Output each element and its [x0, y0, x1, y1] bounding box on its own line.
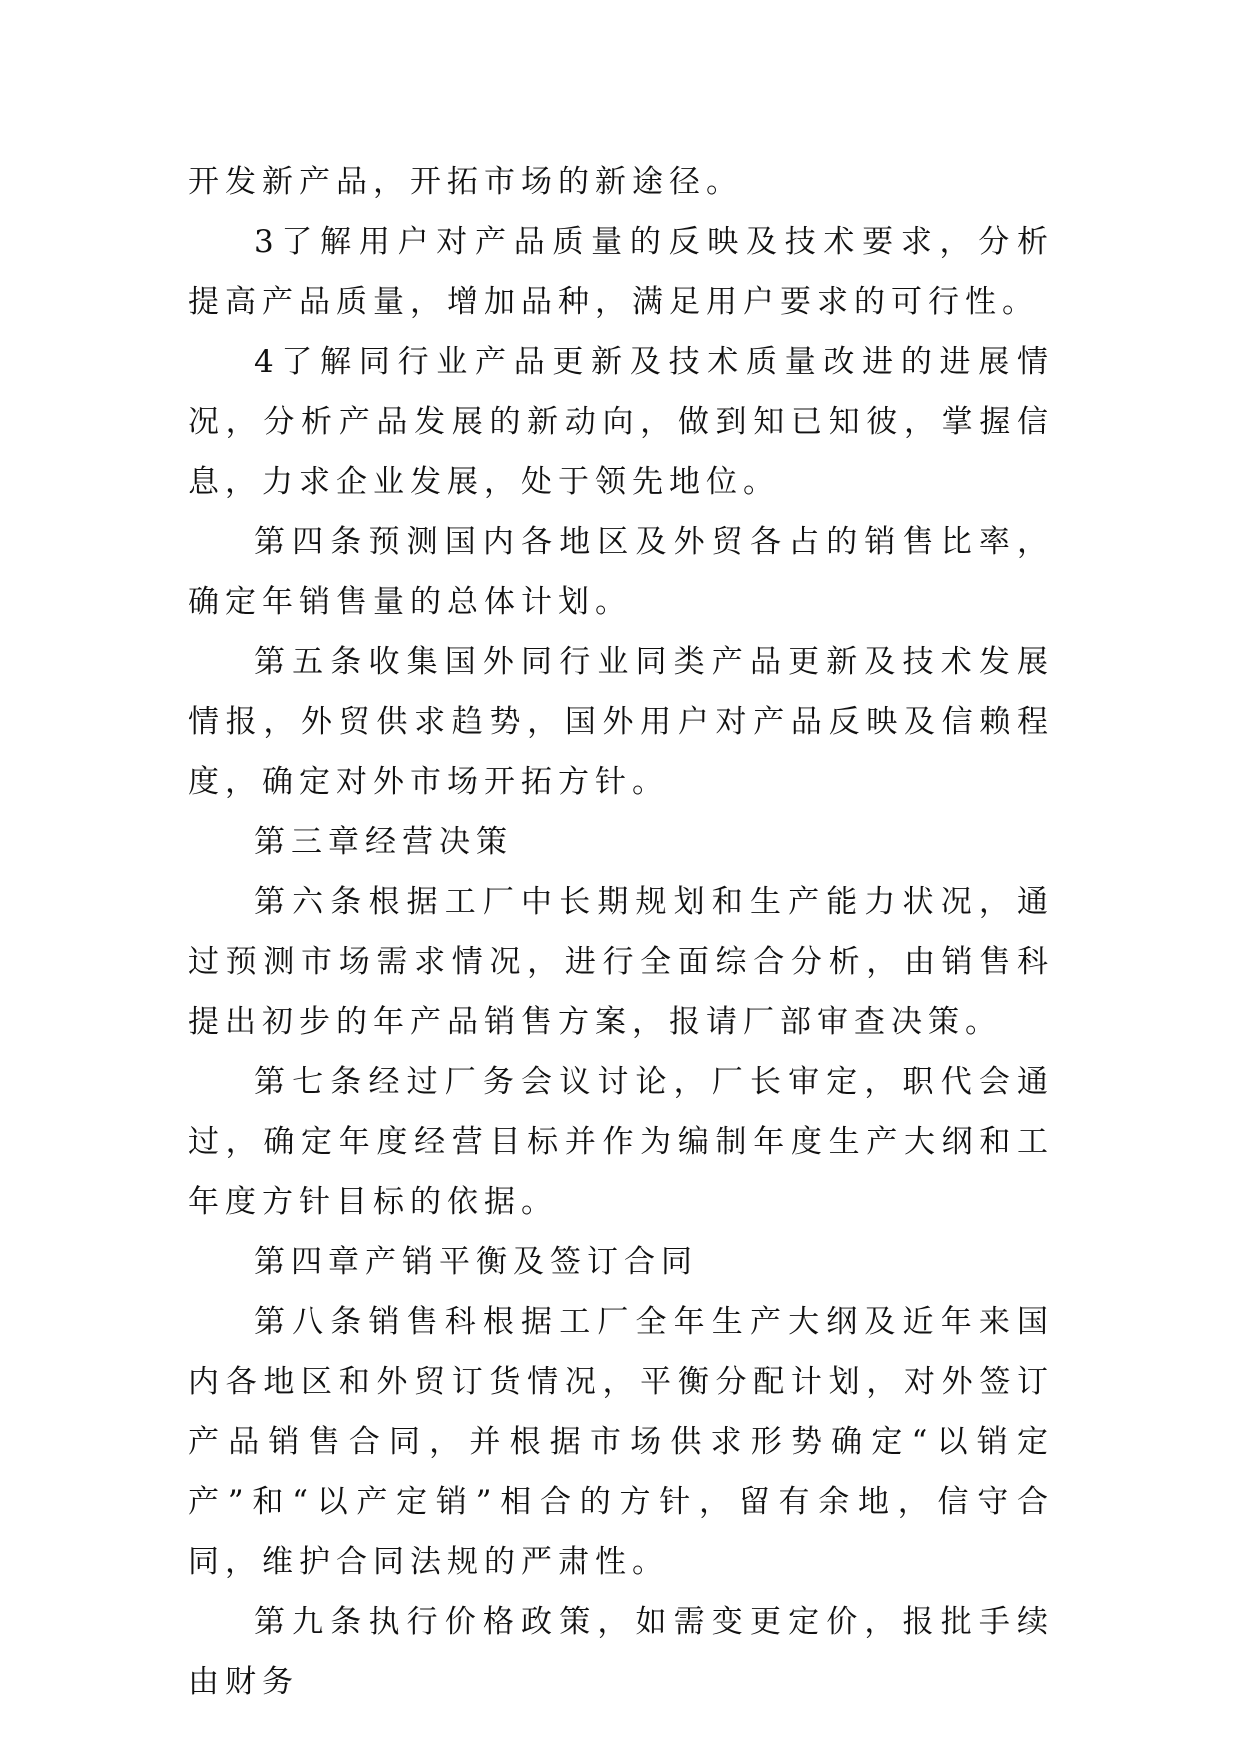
paragraph-article-9: 第九条执行价格政策，如需变更定价，报批手续由财务 [188, 1604, 1054, 1700]
paragraph-article-5: 第五条收集国外同行业同类产品更新及技术发展情报，外贸供求趋势，国外用户对产品反映及信赖程度，确定对外市场开拓方针。 [188, 644, 1054, 800]
paragraph-article-7: 第七条经过厂务会议讨论，厂长审定，职代会通过，确定年度经营目标并作为编制年度生产大纲和工年度方针目标的依据。 [188, 1064, 1054, 1220]
chapter-3-heading: 第三章经营决策 [254, 824, 513, 860]
paragraph-article-8: 第八条销售科根据工厂全年生产大纲及近年来国内各地区和外贸订货情况，平衡分配计划，对外签订产品销售合同，并根据市场供求形势确定“以销定产”和“以产定销”相合的方针，留有余地，信守合同，维护合同法规的严肃性。 [188, 1304, 1054, 1580]
paragraph-article-4: 第四条预测国内各地区及外贸各占的销售比率，确定年销售量的总体计划。 [188, 524, 1054, 620]
paragraph-item-3-user-feedback: 3了解用户对产品质量的反映及技术要求，分析提高产品质量，增加品种，满足用户要求的可行性。 [188, 224, 1054, 320]
paragraph-article-6: 第六条根据工厂中长期规划和生产能力状况，通过预测市场需求情况，进行全面综合分析，由销售科提出初步的年产品销售方案，报请厂部审查决策。 [188, 884, 1054, 1040]
paragraph-item-4-industry-trends: 4了解同行业产品更新及技术质量改进的进展情况，分析产品发展的新动向，做到知已知彼，掌握信息，力求企业发展，处于领先地位。 [188, 344, 1054, 500]
paragraph-new-products: 开发新产品，开拓市场的新途径。 [188, 164, 743, 200]
chapter-4-heading: 第四章产销平衡及签订合同 [254, 1244, 698, 1280]
document-body [188, 152, 1054, 1712]
